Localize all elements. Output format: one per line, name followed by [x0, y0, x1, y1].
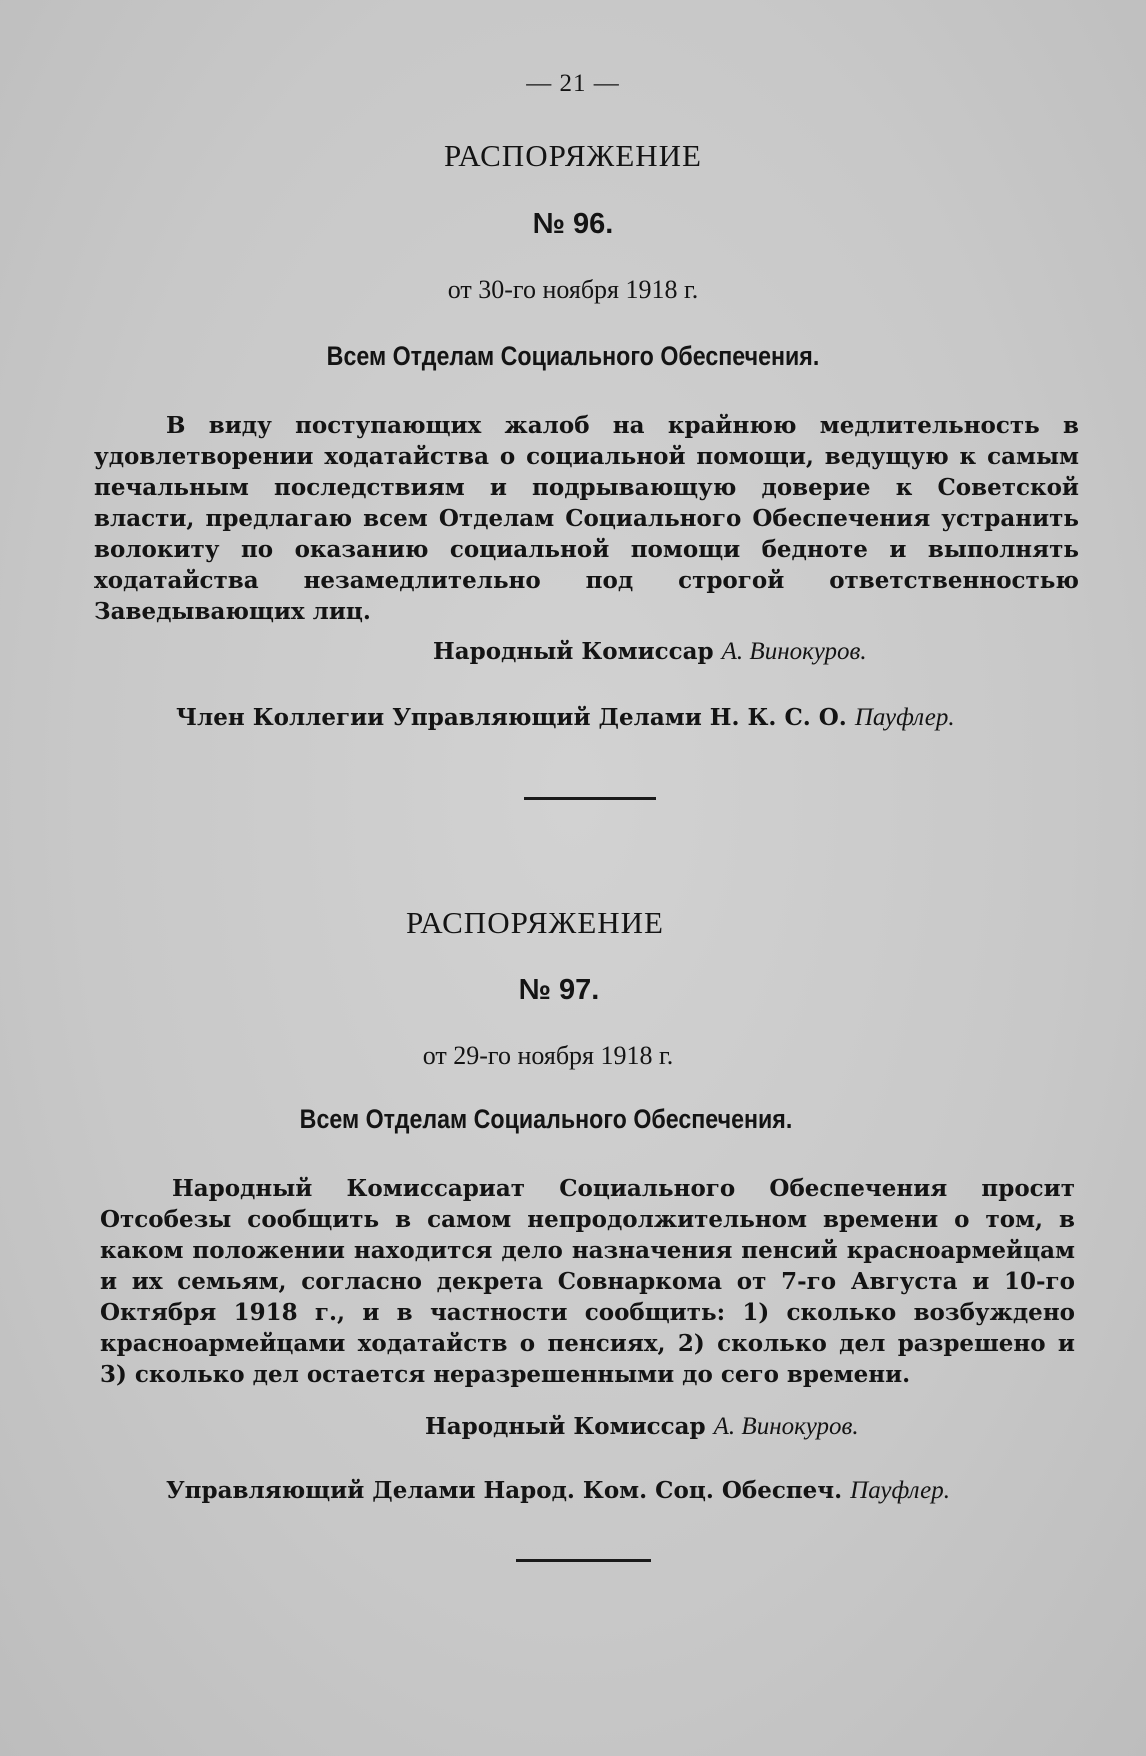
order-96-number: № 96.: [532, 208, 614, 240]
order-97-addressee: Всем Отделам Социального Обеспечения.: [299, 1104, 793, 1134]
section-divider: [516, 1559, 651, 1562]
order-96-heading: РАСПОРЯЖЕНИЕ: [444, 138, 702, 173]
order-96-signature-commissar: [433, 638, 867, 666]
signature-name: А. Винокуров.: [721, 638, 867, 665]
order-97-date: от 29-го ноября 1918 г.: [422, 1041, 674, 1070]
order-96-body: В виду поступающих жалоб на крайнюю медлительность в удовлетворении ходатайства о социальной помощи, ведущую к самым печальным последствиям и подрывающую доверие к Советской власти, предлагаю всем Отделам Социального Обеспечения устранить волокиту по оказанию социальной помощи бедноте и выполнять ходатайства незамедлительно под строгой ответственностью Заведывающих лиц.: [94, 412, 1079, 625]
signature-name: А. Винокуров.: [713, 1413, 859, 1440]
page-number: — 21 —: [526, 70, 620, 97]
section-divider: [524, 797, 656, 800]
signature-name: Пауфлер.: [854, 704, 955, 731]
signature-title: Член Коллегии Управляющий Делами Н. К. С. О.: [176, 704, 847, 731]
order-96-signature-manager: [176, 704, 955, 732]
order-97-signature-commissar: [425, 1413, 859, 1441]
order-97-heading: РАСПОРЯЖЕНИЕ: [406, 905, 664, 940]
order-96-addressee: Всем Отделам Социального Обеспечения.: [326, 341, 820, 371]
signature-title: Народный Комиссар: [425, 1413, 706, 1440]
order-97-number: № 97.: [518, 974, 600, 1006]
signature-title: Народный Комиссар: [433, 638, 714, 665]
order-97-body: Народный Комиссариат Социального Обеспечения просит Отсобезы сообщить в самом непродолжительном времени о том, в каком положении находится дело назначения пенсий красноармейцам и их семьям, согласно декрета Совнаркома от 7-го Августа и 10-го Октября 1918 г., и в частности сообщить: 1) сколько возбуждено красноармейцами ходатайств о пенсиях, 2) сколько дел разрешено и 3) сколько дел остается неразрешенными до сего времени.: [100, 1175, 1075, 1388]
order-97-signature-manager: [166, 1477, 950, 1505]
signature-name: Пауфлер.: [850, 1477, 950, 1504]
signature-title: Управляющий Делами Народ. Ком. Соц. Обеспеч.: [166, 1477, 843, 1504]
order-96-date: от 30-го ноября 1918 г.: [447, 275, 699, 304]
